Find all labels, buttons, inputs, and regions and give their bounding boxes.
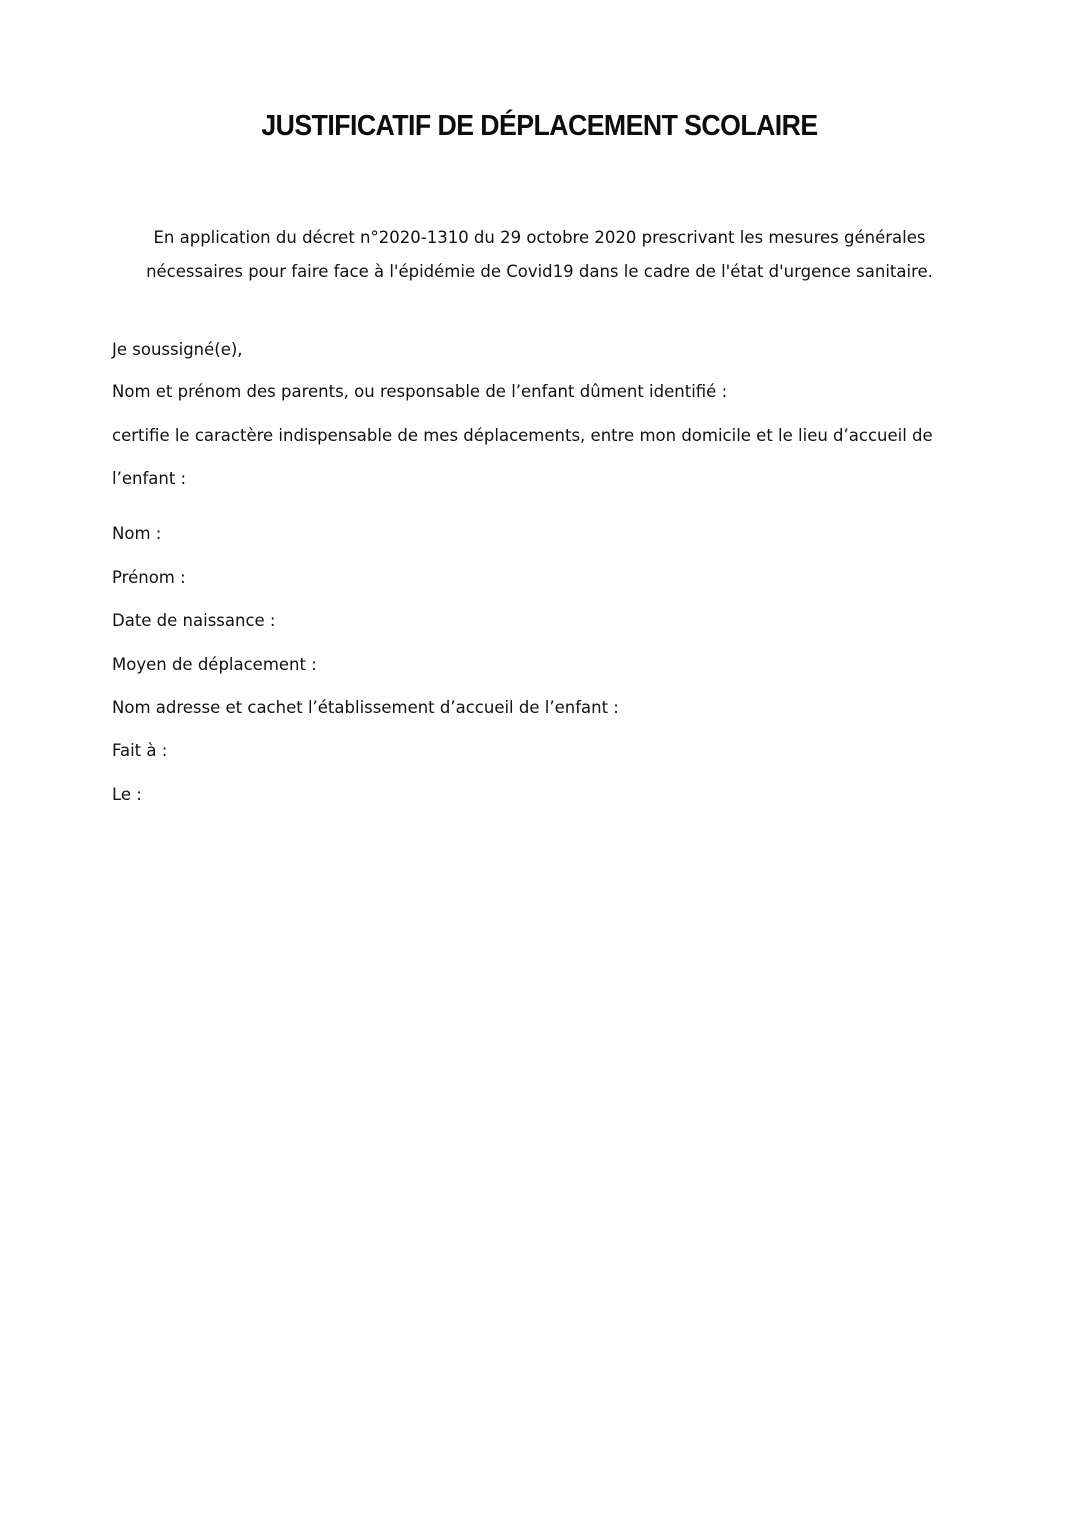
intro-line-2: nécessaires pour faire face à l'épidémie de Covid19 dans le cadre de l'état d'urgence sanitaire. [146, 262, 933, 281]
date-le-label: Le : [112, 785, 142, 804]
prenom-label: Prénom : [112, 568, 186, 587]
document-title: JUSTIFICATIF DE DÉPLACEMENT SCOLAIRE [261, 110, 818, 142]
parents-label: Nom et prénom des parents, ou responsable de l’enfant dûment identifié : [112, 382, 728, 401]
fait-a-label: Fait à : [112, 741, 168, 760]
moyen-deplacement-label: Moyen de déplacement : [112, 655, 317, 674]
intro-line-1: En application du décret n°2020-1310 du 29 octobre 2020 prescrivant les mesures générales [153, 228, 926, 247]
soussigne-text: Je soussigné(e), [112, 340, 243, 359]
certifie-text-line-1: certifie le caractère indispensable de mes déplacements, entre mon domicile et le lieu d’accueil de [112, 426, 933, 445]
certifie-text-line-2: l’enfant : [112, 469, 187, 488]
nom-label: Nom : [112, 524, 162, 543]
etablissement-label: Nom adresse et cachet l’établissement d’accueil de l’enfant : [112, 698, 619, 717]
date-naissance-label: Date de naissance : [112, 611, 276, 630]
